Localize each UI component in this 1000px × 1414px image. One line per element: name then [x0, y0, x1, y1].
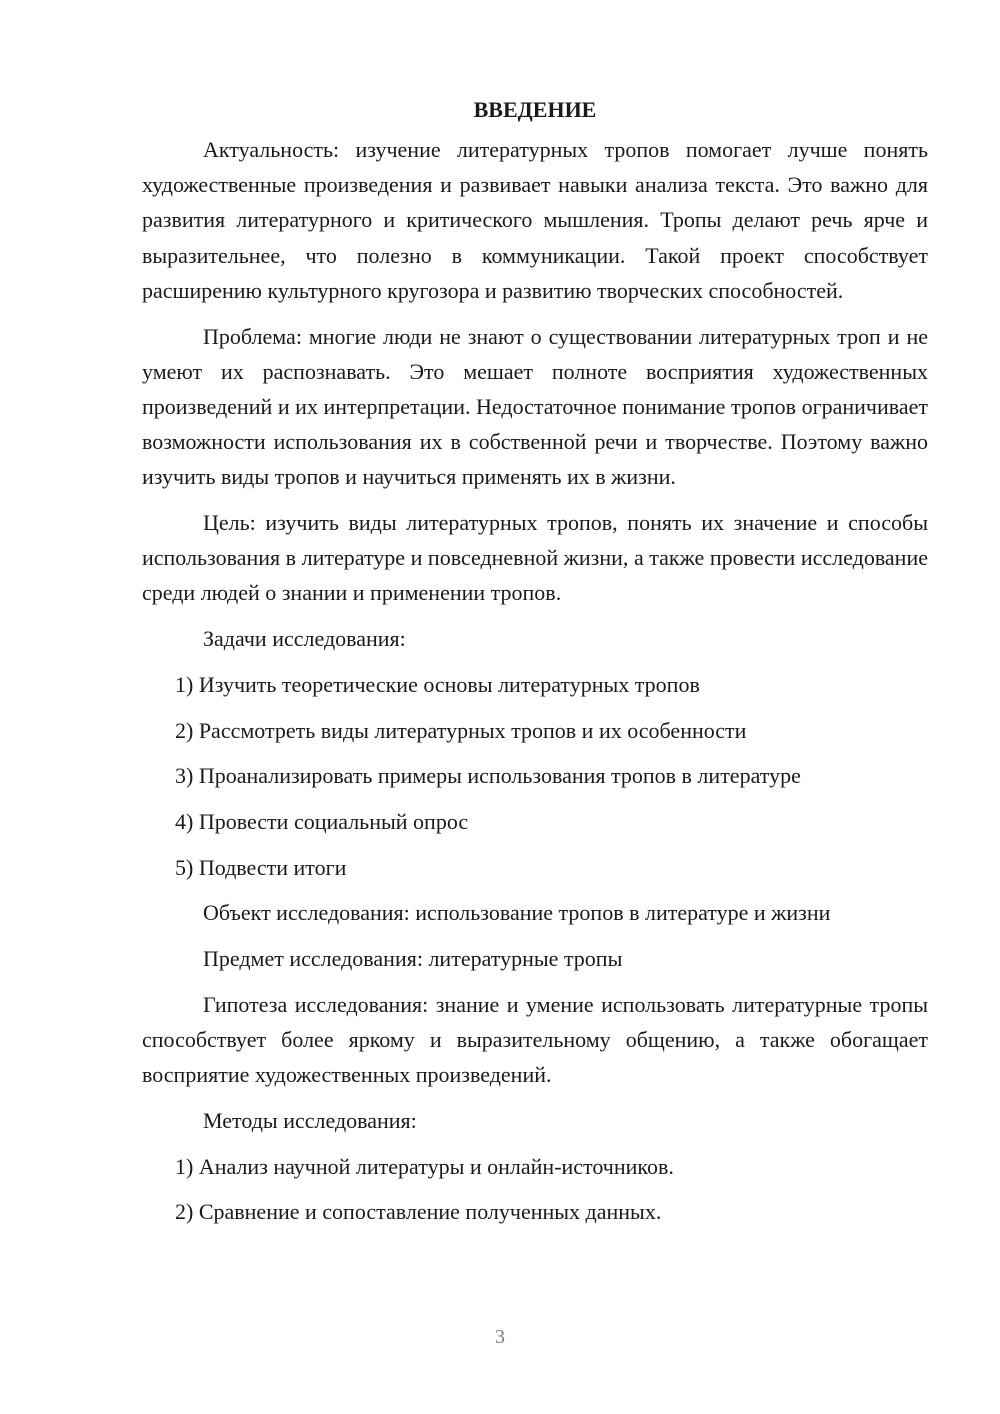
- tasks-heading: Задачи исследования:: [203, 626, 406, 652]
- page-number: 3: [495, 1326, 505, 1348]
- problem-paragraph: Проблема: многие люди не знают о существовании литературных троп и не умеют их распознавать. Это мешает полноте восприятия художественных произведений и их интерпретации. Недостаточное понимание тропов ограничивает возможности использования их в собственной речи и творчестве. Поэтому важно изучить виды тропов и научиться применять их в жизни.: [142, 323, 928, 490]
- task-item: 2) Рассмотреть виды литературных тропов и их особенности: [175, 717, 747, 743]
- task-item: 4) Провести социальный опрос: [175, 808, 469, 834]
- methods-heading: Методы исследования:: [203, 1107, 417, 1133]
- section-title: ВВЕДЕНИЕ: [473, 97, 597, 122]
- subject-line: Предмет исследования: литературные тропы: [203, 946, 623, 972]
- relevance-paragraph: Актуальность: изучение литературных тропов помогает лучше понять художественные произведения и развивает навыки анализа текста. Это важно для развития литературного и критического мышления. Тропы делают речь ярче и выразительнее, что полезно в коммуникации. Такой проект способствует расширению культурного кругозора и развитию творческих способностей.: [142, 137, 928, 303]
- hypothesis-paragraph: Гипотеза исследования: знание и умение использовать литературные тропы способствует более яркому и выразительному общению, а также обогащает восприятие художественных произведений.: [142, 991, 928, 1088]
- methods-list: [142, 1149, 928, 1230]
- task-item: 5) Подвести итоги: [175, 854, 347, 880]
- task-item: 1) Изучить теоретические основы литературных тропов: [175, 671, 700, 697]
- goal-paragraph: Цель: изучить виды литературных тропов, понять их значение и способы использования в литературе и повседневной жизни, а также провести исследование среди людей о знании и применении тропов.: [142, 510, 928, 606]
- task-item: 3) Проанализировать примеры использования тропов в литературе: [175, 763, 801, 789]
- method-item: 2) Сравнение и сопоставление полученных данных.: [175, 1199, 662, 1225]
- document-page: [142, 92, 928, 1240]
- object-line: Объект исследования: использование тропов в литературе и жизни: [203, 900, 831, 926]
- method-item: 1) Анализ научной литературы и онлайн-источников.: [175, 1153, 674, 1179]
- tasks-list: [142, 667, 928, 885]
